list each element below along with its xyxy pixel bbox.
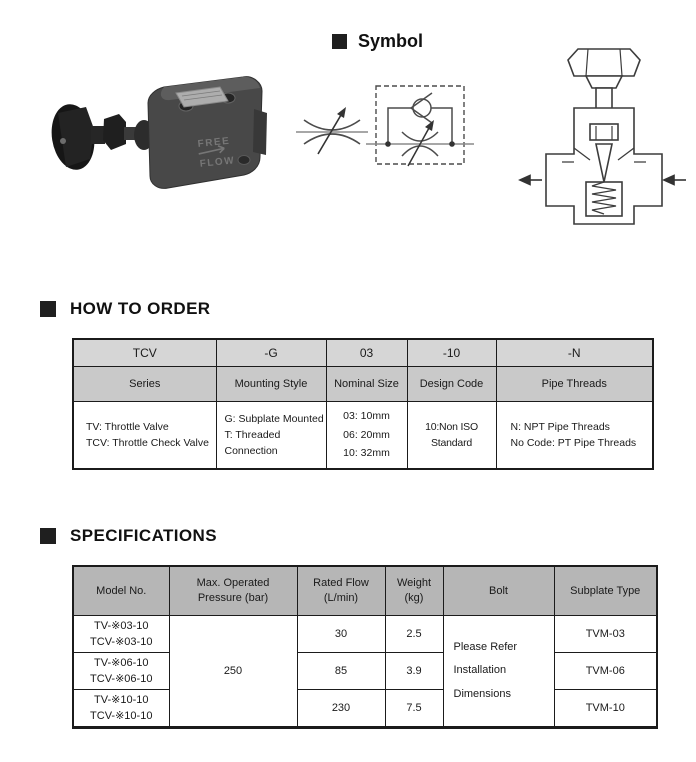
spec-header-flow: Rated Flow (L/min) [297,566,385,616]
how-to-order-heading [40,299,211,319]
spec-row-03 [73,616,657,653]
order-code-size: 03 [326,339,407,367]
order-label-row [73,367,653,402]
order-label-size: Nominal Size [326,367,407,402]
how-to-order-heading-label: HOW TO ORDER [70,299,211,318]
spec-header-bolt: Bolt [443,566,554,616]
valve-body [148,77,267,189]
throttle-check-valve-symbol [366,80,474,176]
spec-header-model: Model No. [73,566,169,616]
spec-model-06: TV-※06-10 TCV-※06-10 [73,653,169,690]
spec-subplate-10: TVM-10 [554,690,657,728]
order-desc-row [73,402,653,470]
how-to-order-table [72,338,654,470]
spec-weight-06: 3.9 [385,653,443,690]
order-desc-mounting: G: Subplate Mounted T: Threaded Connection [216,402,326,470]
spec-header-weight: Weight (kg) [385,566,443,616]
order-label-mounting: Mounting Style [216,367,326,402]
valve-product-photo [46,55,270,203]
spec-weight-10: 7.5 [385,690,443,728]
specifications-heading-label: SPECIFICATIONS [70,526,217,545]
order-code-design: -10 [407,339,496,367]
spec-header-row [73,566,657,616]
stem-assembly [91,114,154,150]
order-desc-threads: N: NPT Pipe Threads No Code: PT Pipe Threads [496,402,653,470]
spec-pressure-value: 250 [169,616,297,728]
order-desc-design: 10:Non ISO Standard [407,402,496,470]
order-code-mounting: -G [216,339,326,367]
spec-subplate-06: TVM-06 [554,653,657,690]
spec-model-03: TV-※03-10 TCV-※03-10 [73,616,169,653]
svg-text:FREE: FREE [197,135,231,150]
order-code-series: TCV [73,339,216,367]
order-code-threads: -N [496,339,653,367]
handwheel [568,49,640,76]
throttle-valve-symbol [294,98,370,164]
spec-weight-03: 2.5 [385,616,443,653]
spec-model-10: TV-※10-10 TCV-※10-10 [73,690,169,728]
spec-subplate-03: TVM-03 [554,616,657,653]
section-bullet-icon [332,34,347,49]
order-label-threads: Pipe Threads [496,367,653,402]
spec-row-06 [73,653,657,690]
check-valve-icon [413,99,431,117]
spec-header-subplate: Subplate Type [554,566,657,616]
valve-cross-section-drawing [516,36,692,232]
spec-flow-06: 85 [297,653,385,690]
symbol-heading [332,31,423,52]
section-bullet-icon [40,528,56,544]
symbol-heading-label: Symbol [358,31,424,51]
svg-text:FLOW: FLOW [199,155,236,170]
spring-chamber [586,182,622,216]
spec-header-pressure: Max. Operated Pressure (bar) [169,566,297,616]
specifications-table [72,565,658,729]
order-label-series: Series [73,367,216,402]
order-desc-series: TV: Throttle Valve TCV: Throttle Check Valve [73,402,216,470]
order-desc-size: 03: 10mm 06: 20mm 10: 32mm [326,402,407,470]
spec-bolt-note: Please Refer Installation Dimensions [443,616,554,728]
spec-flow-03: 30 [297,616,385,653]
section-bullet-icon [40,301,56,317]
spec-flow-10: 230 [297,690,385,728]
specifications-heading [40,526,217,546]
order-code-row [73,339,653,367]
order-label-design: Design Code [407,367,496,402]
spec-row-10 [73,690,657,728]
